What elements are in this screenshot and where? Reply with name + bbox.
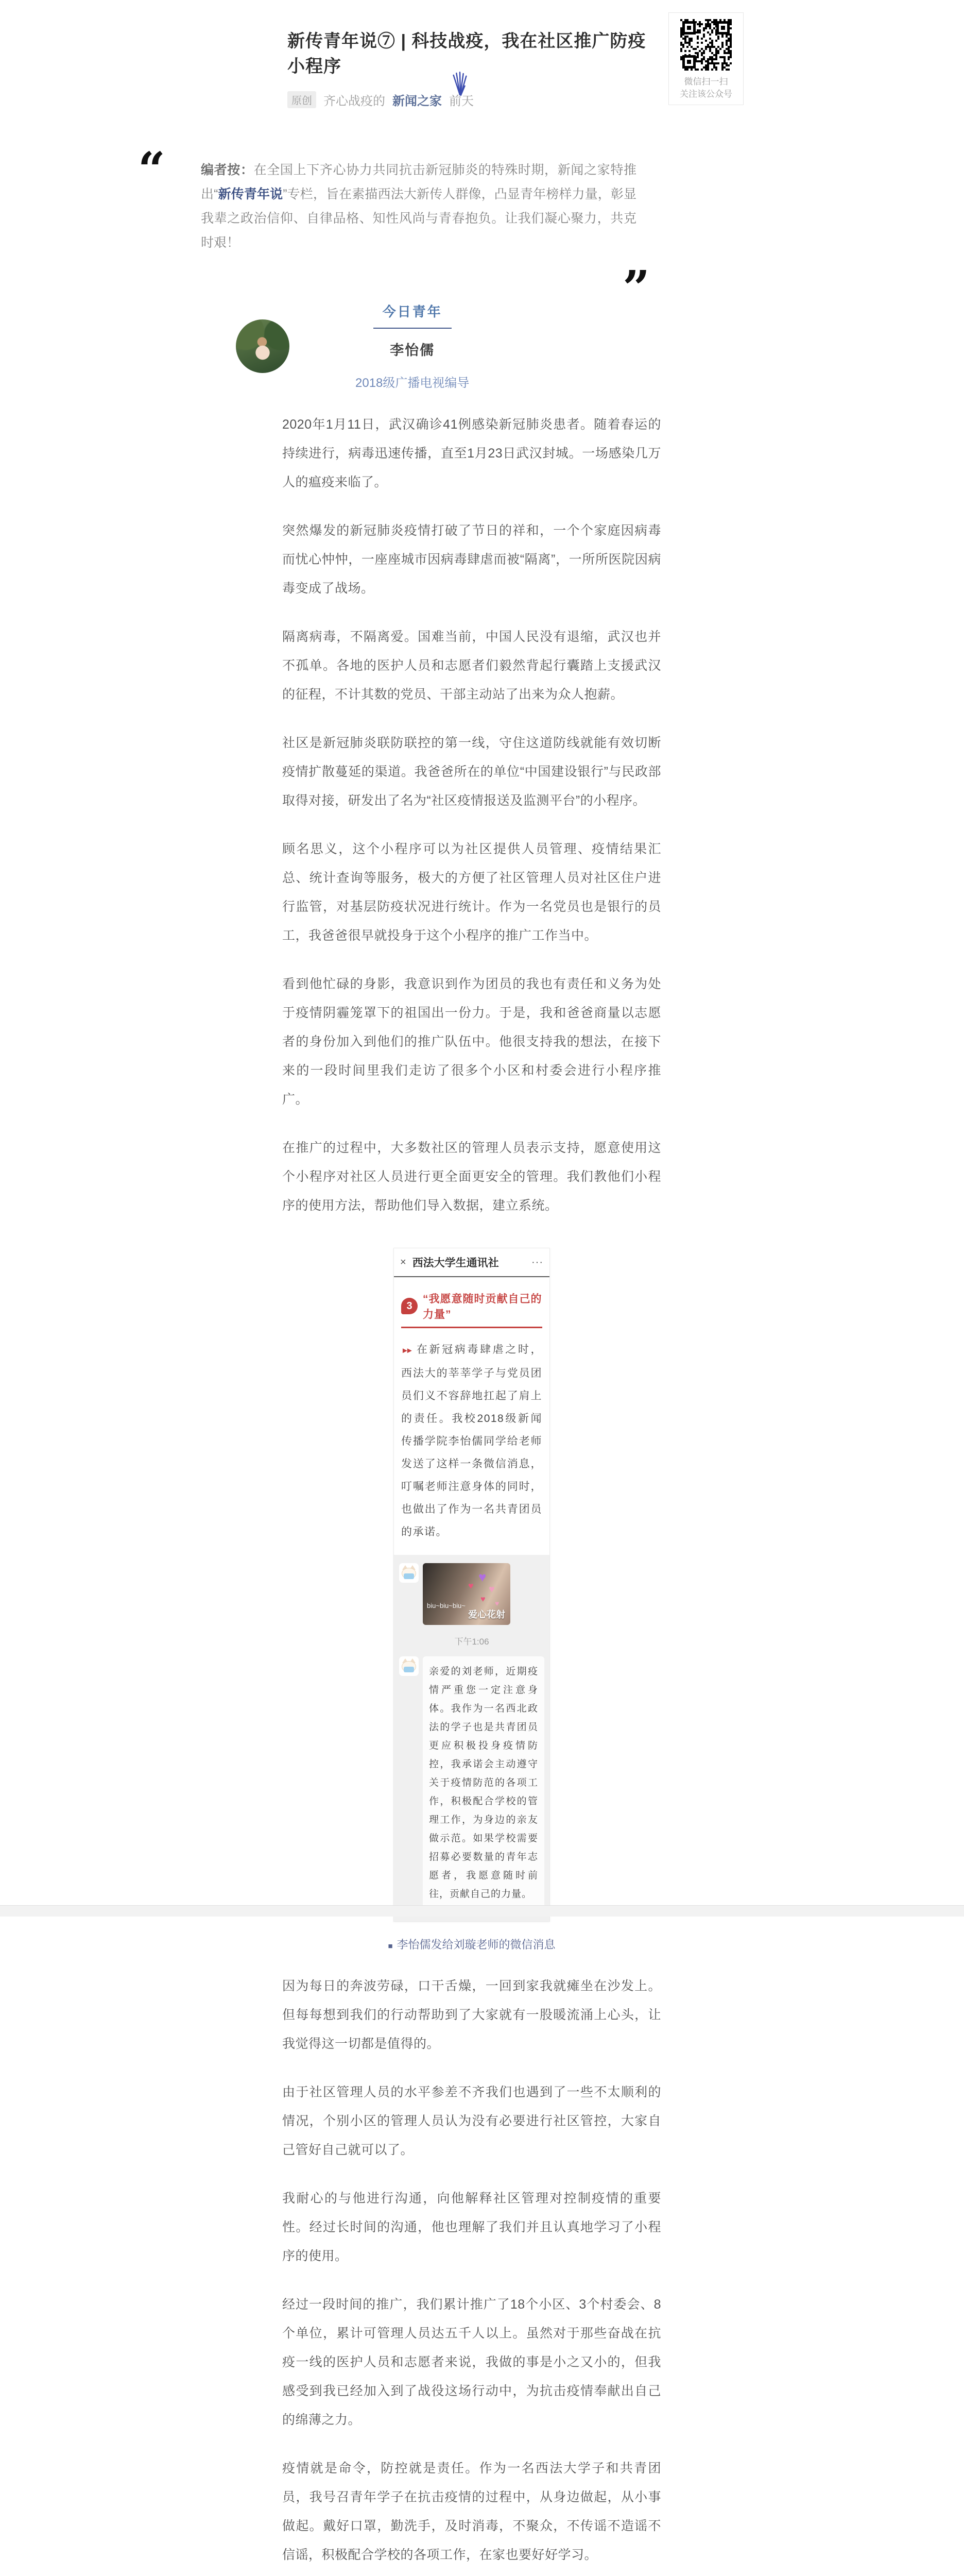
editor-note-text-after: ”专栏，旨在素描西法大新传人群像，凸显青年榜样力量，彰显我辈之政治信仰、自律品格、知性风尚与青春抱负。让我们凝心聚力，共克时艰！ xyxy=(201,187,636,250)
follow-qr-code xyxy=(680,19,732,71)
square-bullet-icon: ■ xyxy=(388,1942,393,1951)
section-number-badge: 3 xyxy=(401,1298,418,1314)
qr-finder xyxy=(716,21,730,35)
heart-icon: ♥ xyxy=(468,1581,474,1591)
account-link[interactable]: 新闻之家 xyxy=(392,94,442,108)
profile-section xyxy=(236,301,660,391)
series-label: 齐心战疫的 xyxy=(323,94,385,108)
cat-avatar xyxy=(399,1656,419,1676)
paragraph: 隔离病毒，不隔离爱。国难当前，中国人民没有退缩，武汉也并不孤单。各地的医护人员和志愿者们毅然背起行囊踏上支援武汉的征程，不计其数的党员、干部主动站了出来为众人抱薪。 xyxy=(282,630,661,702)
qr-caption-line2: 关注该公众号 xyxy=(680,89,732,99)
editor-note: “ 编者按：在全国上下齐心协力共同抗击新冠肺炎的特殊时期，新闻之家特推出“新传青年说”专栏，旨在素描西法大新传人群像，凸显青年榜样力量，彰显我辈之政治信仰、自律品格、知性风尚与青春抱负。让我们凝心聚力，共克时艰！ ” xyxy=(138,142,650,316)
paragraph: 因为每日的奔波劳碌，口干舌燥，一回到家我就瘫坐在沙发上。但每每想到我们的行动帮助到了大家就有一股暖流涌上心头，让我觉得这一切都是值得的。 xyxy=(282,1979,661,2051)
chat-card-title: 西法大学生通讯社 xyxy=(412,1257,499,1269)
editor-note-label: 编者按： xyxy=(201,163,254,177)
red-section-heading xyxy=(401,1291,542,1328)
qr-finder xyxy=(682,55,696,69)
chat-message-bubble: 亲爱的刘老师，近期疫情严重您一定注意身体。我作为一名西北政法的学子也是共青团员更应积极投身疫情防控，我承诺会主动遵守关于疫情防范的各项工作，积极配合学校的管理工作，为身边的亲友做示范。如果学校需要招募必要数量的青年志愿者，我愿意随时前往，贡献自己的力量。 xyxy=(423,1656,544,1910)
page-bottom-bar xyxy=(0,1905,964,1917)
paragraph: 社区是新冠肺炎联防联控的第一线，守住这道防线就能有效切断疫情扩散蔓延的渠道。我爸爸所在的单位“中国建设银行”与民政部取得对接，研发出了名为“社区疫情报送及监测平台”的小程序。 xyxy=(282,736,661,808)
paragraph: 经过一段时间的推广，我们累计推广了18个小区、3个村委会、8个单位，累计可管理人员达五千人以上。虽然对于那些奋战在抗疫一线的医护人员和志愿者来说，我做的事是小之又小的，但我感受到我已经加入到了战役这场行动中，为抗击疫情奉献出自己的绵薄之力。 xyxy=(282,2297,661,2427)
sticker-text: biu~biu~biu~ xyxy=(427,1602,466,1609)
heart-icon: ♥ xyxy=(478,1569,487,1585)
message-timestamp: 下午1:06 xyxy=(454,1637,489,1647)
paragraph: 疫情就是命令，防控就是责任。作为一名西法大学子和共青团员，我号召青年学子在抗击疫情的过程中，从身边做起，从小事做起。戴好口罩，勤洗手，及时消毒，不聚众，不传谣不造谣不信谣，积极配合学校的各项工作，在家也要好好学习。 xyxy=(282,2461,661,2562)
paragraph: 看到他忙碌的身影，我意识到作为团员的我也有责任和义务为处于疫情阴霾笼罩下的祖国出一份力。于是，我和爸爸商量以志愿者的身份加入到他们的推广队伍中。他很支持我的想法，在接下来的一段时间里我们走访了很多个小区和村委会进行小程序推广。 xyxy=(282,977,661,1107)
heart-icon: ♥ xyxy=(480,1595,486,1604)
article-meta xyxy=(287,91,660,109)
paragraph: 突然爆发的新冠肺炎疫情打破了节日的祥和，一个个家庭因病毒而忧心忡忡，一座座城市因病毒肆虐而被“隔离”，一所所医院因病毒变成了战场。 xyxy=(282,523,661,596)
chat-card-header xyxy=(394,1248,549,1277)
paragraph: 2020年1月11日，武汉确诊41例感染新冠肺炎患者。随着春运的持续进行，病毒迅速传播，直至1月23日武汉封城。一场感染几万人的瘟疫来临了。 xyxy=(282,417,661,489)
tag-underline xyxy=(373,328,452,329)
chat-screenshot-card[interactable] xyxy=(393,1248,550,1922)
card-intro-paragraph: ►► 在新冠病毒肆虐之时，西法大的莘莘学子与党员团员们义不容辞地扛起了肩上的责任。我校2018级新闻传播学院李怡儒同学给老师发送了这样一条微信消息，叮嘱老师注意身体的同时，也做出了作为一名共青团员的承诺。 xyxy=(401,1344,542,1538)
wechat-chat-area xyxy=(394,1555,549,1921)
profile-avatar[interactable] xyxy=(236,319,289,373)
paragraph: 在推广的过程中，大多数社区的管理人员表示支持，愿意使用这个小程序对社区人员进行更全面更安全的管理。我们教他们小程序的使用方法，帮助他们导入数据，建立系统。 xyxy=(282,1141,661,1213)
heart-icon: ♥ xyxy=(495,1599,500,1607)
publish-time: 前天 xyxy=(449,94,474,108)
sticker-text: 爱心花射 xyxy=(468,1609,505,1620)
profile-tag: 今日青年 xyxy=(382,304,442,319)
paragraph: 我耐心的与他进行沟通，向他解释社区管理对控制疫情的重要性。经过长时间的沟通，他也理解了我们并且认真地学习了小程序的使用。 xyxy=(282,2191,661,2263)
close-icon: × xyxy=(400,1256,406,1268)
profile-major: 2018级广播电视编导 xyxy=(355,376,470,390)
cat-avatar xyxy=(399,1563,419,1583)
heart-icon: ♥ xyxy=(489,1584,495,1595)
article xyxy=(138,27,660,2576)
image-caption: ■ 李怡儒发给刘璇老师的微信消息 xyxy=(388,1938,556,1951)
section-title: “我愿意随时贡献自己的力量” xyxy=(423,1293,542,1320)
qr-finder xyxy=(682,21,696,35)
red-flag-icon: ►► xyxy=(401,1346,410,1355)
quill-icon xyxy=(450,71,470,99)
editor-note-text: 在全国上下齐心协力共同抗击新冠肺炎的特殊时期，新闻之家特推出“ xyxy=(201,163,636,201)
profile-name: 李怡儒 xyxy=(390,343,435,358)
follow-qr-panel xyxy=(668,12,744,105)
more-icon: ··· xyxy=(531,1256,543,1268)
editor-note-highlight: 新传青年说 xyxy=(218,187,283,201)
page-title: 新传青年说⑦ | 科技战疫，我在社区推广防疫小程序 xyxy=(287,31,646,76)
paragraph: 顾名思义，这个小程序可以为社区提供人员管理、疫情结果汇总、统计查询等服务，极大的方便了社区管理人员对社区住户进行监管，对基层防疫状况进行统计。作为一名党员也是银行的员工，我爸爸很早就投身于这个小程序的推广工作当中。 xyxy=(282,842,661,943)
qr-caption-line1: 微信扫一扫 xyxy=(684,77,728,87)
paragraph: 由于社区管理人员的水平参差不齐我们也遇到了一些不太顺利的情况，个别小区的管理人员认为没有必要进行社区管控，大家自己管好自己就可以了。 xyxy=(282,2085,661,2157)
original-badge: 原创 xyxy=(287,91,316,108)
heart-sticker-image[interactable] xyxy=(423,1563,510,1625)
